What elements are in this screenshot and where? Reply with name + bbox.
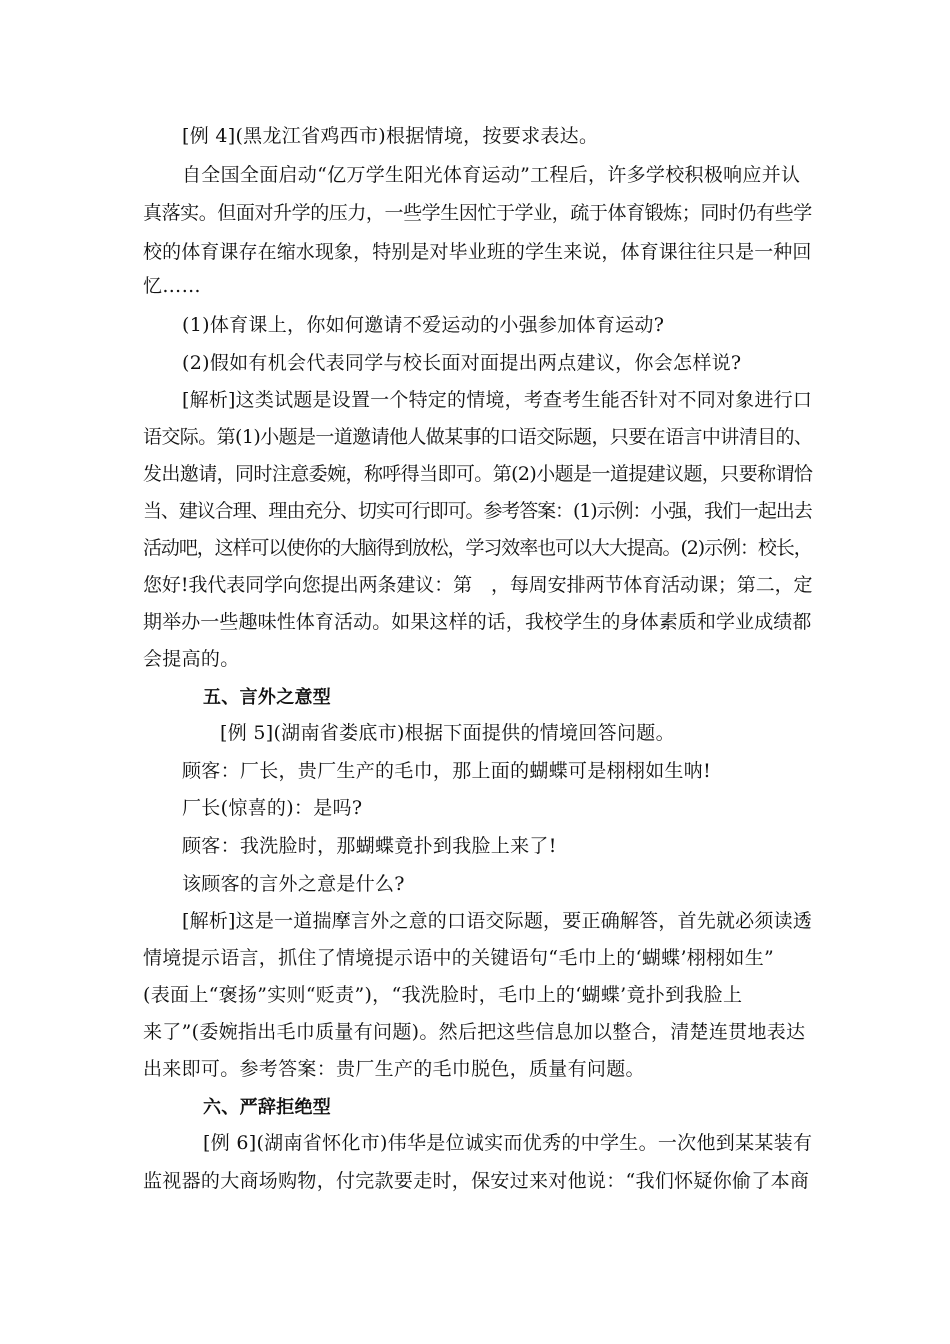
- text-line: [解析]这是一道揣摩言外之意的口语交际题，要正确解答，首先就必须读透: [182, 910, 813, 932]
- text-line: [例 4](黑龙江省鸡西市)根据情境，按要求表达。: [182, 125, 599, 147]
- text-line: [解析]这类试题是设置一个特定的情境，考查考生能否针对不同对象进行口: [182, 389, 813, 411]
- text-line: 您好!我代表同学向您提出两条建议：第 ，每周安排两节体育活动课；第二，定: [143, 574, 813, 596]
- text-line: 真落实。但面对升学的压力，一些学生因忙于学业，疏于体育锻炼；同时仍有些学: [143, 202, 812, 224]
- text-line: 情境提示语言，抓住了情境提示语中的关键语句“毛巾上的‘蝴蝶’栩栩如生”: [143, 947, 775, 969]
- text-line: 自全国全面启动“亿万学生阳光体育运动”工程后，许多学校积极响应并认: [182, 164, 801, 186]
- text-line: 期举办一些趣味性体育活动。如果这样的话，我校学生的身体素质和学业成绩都: [143, 611, 812, 633]
- text-line: 忆……: [143, 275, 201, 297]
- text-line: 顾客：我洗脸时，那蝴蝶竟扑到我脸上来了!: [182, 835, 557, 857]
- text-line: 监视器的大商场购物，付完款要走时，保安过来对他说：“我们怀疑你偷了本商: [143, 1170, 810, 1192]
- text-line: (表面上“褒扬”实则“贬责”)，“我洗脸时，毛巾上的‘蝴蝶’竟扑到我脸上: [143, 984, 743, 1006]
- text-line: [例 5](湖南省娄底市)根据下面提供的情境回答问题。: [220, 722, 675, 744]
- text-line: 顾客：厂长，贵厂生产的毛巾，那上面的蝴蝶可是栩栩如生呐!: [182, 760, 712, 782]
- text-line: 出来即可。参考答案：贵厂生产的毛巾脱色，质量有问题。: [143, 1058, 645, 1080]
- text-line: 发出邀请，同时注意委婉，称呼得当即可。第(2)小题是一道提建议题，只要称谓恰: [143, 463, 813, 485]
- text-line: 厂长(惊喜的)：是吗?: [182, 797, 363, 819]
- text-line: (2)假如有机会代表同学与校长面对面提出两点建议，你会怎样说?: [182, 352, 742, 374]
- section-heading: 五、言外之意型: [203, 687, 332, 708]
- text-line: 校的体育课存在缩水现象，特别是对毕业班的学生来说，体育课往往只是一种回: [143, 241, 812, 263]
- text-line: (1)体育课上，你如何邀请不爱运动的小强参加体育运动?: [182, 314, 665, 336]
- text-line: 当、建议合理、理由充分、切实可行即可。参考答案：(1)示例：小强，我们一起出去: [143, 500, 812, 522]
- text-line: 会提高的。: [143, 648, 240, 670]
- text-line: 语交际。第(1)小题是一道邀请他人做某事的口语交际题，只要在语言中讲清目的、: [143, 426, 813, 448]
- text-line: [例 6](湖南省怀化市)伟华是位诚实而优秀的中学生。一次他到某某装有: [203, 1132, 813, 1154]
- section-heading: 六、严辞拒绝型: [203, 1097, 332, 1118]
- text-line: 来了”(委婉指出毛巾质量有问题)。然后把这些信息加以整合，清楚连贯地表达: [143, 1021, 806, 1043]
- text-line: 活动吧，这样可以使你的大脑得到放松，学习效率也可以大大提高。(2)示例：校长，: [143, 537, 812, 559]
- text-line: 该顾客的言外之意是什么?: [182, 873, 405, 895]
